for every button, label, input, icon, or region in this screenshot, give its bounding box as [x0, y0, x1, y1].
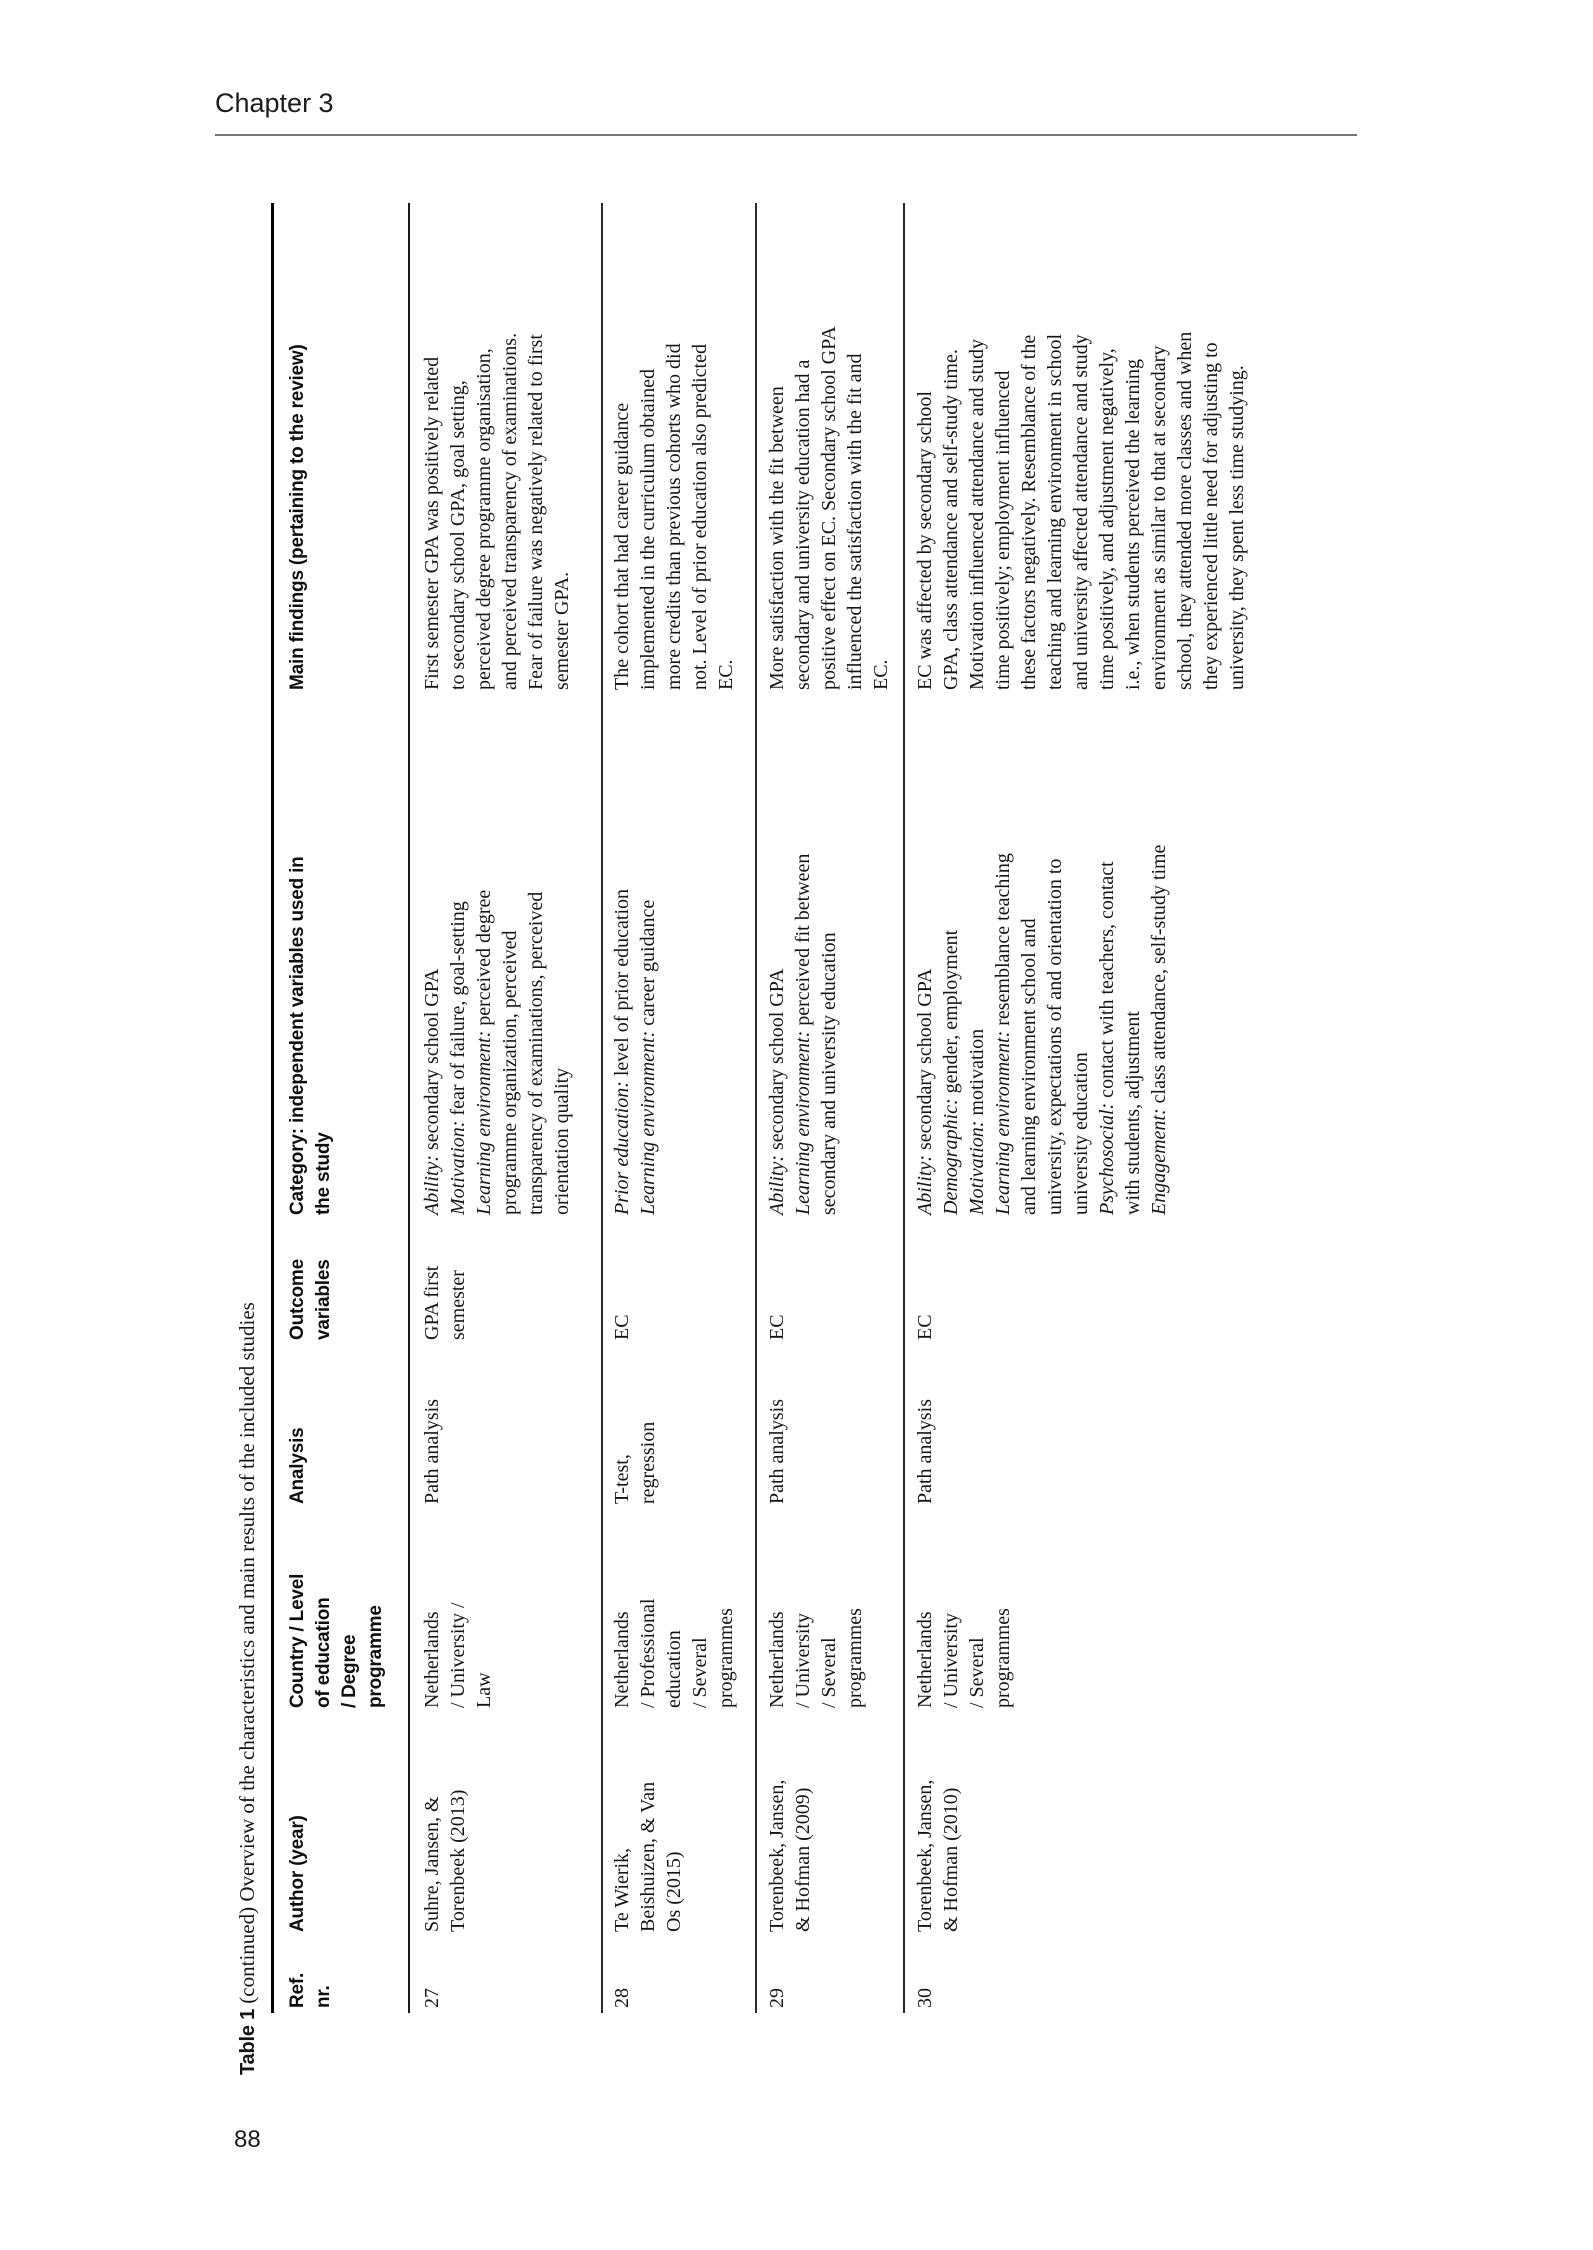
cell-ref-nr	[764, 1988, 790, 2008]
header-line: variables	[313, 1259, 334, 1340]
text-line: more credits than previous cohorts who did	[663, 343, 685, 690]
header-line: Outcome	[287, 1259, 308, 1340]
column-header-analysis	[285, 1427, 311, 1504]
cell-author	[419, 1790, 471, 1932]
text-line: Ability: secondary school GPA	[914, 968, 936, 1215]
text-line: environment as similar to that at secondary	[1148, 345, 1170, 690]
cell-author	[912, 1780, 964, 1932]
text-line: EC.	[715, 659, 737, 690]
text-line: GPA, class attendance and self-study time.	[940, 349, 962, 690]
header-line: / Degree	[339, 1634, 360, 1708]
category-term: Ability:	[421, 1155, 443, 1215]
category-term: Learning environment:	[992, 1030, 1014, 1215]
text-line: i.e., when students perceived the learning	[1122, 359, 1144, 690]
category-term: Learning environment:	[792, 1030, 814, 1215]
text-line: Te Wierik,	[611, 1847, 633, 1932]
text-line: Ability: secondary school GPA	[421, 968, 443, 1215]
category-term: Ability:	[766, 1155, 788, 1215]
text-line: & Hofman (2010)	[940, 1787, 962, 1932]
text-line: programme organization, perceived	[499, 930, 521, 1215]
text-line: Netherlands	[766, 1611, 788, 1708]
header-line: Country / Level	[287, 1573, 308, 1708]
cell-ref-nr	[419, 1988, 445, 2008]
category-term: Learning environment:	[637, 1030, 659, 1215]
cell-country-level	[764, 1608, 868, 1708]
text-line: university, expectations of and orientation to	[1044, 858, 1066, 1215]
cell-outcome-variables	[764, 1314, 790, 1340]
text-line: positive effect on EC. Secondary school GPA	[818, 326, 840, 690]
cell-author	[764, 1780, 816, 1932]
text-line: The cohort that had career guidance	[611, 402, 633, 690]
chapter-header: Chapter 3	[215, 88, 334, 118]
text-line: 27	[421, 1988, 443, 2008]
header-line: Ref.	[287, 1972, 308, 2008]
header-line: Author (year)	[287, 1815, 308, 1932]
header-line: of education	[313, 1597, 334, 1708]
text-line: EC.	[870, 659, 892, 690]
text-line: perceived degree programme organisation,	[473, 348, 495, 690]
cell-main-findings	[609, 343, 739, 690]
text-line: programmes	[715, 1608, 737, 1708]
cell-category-variables	[912, 845, 1172, 1215]
text-line: / Professional	[637, 1598, 659, 1708]
cell-outcome-variables	[419, 1266, 471, 1340]
cell-main-findings	[419, 333, 575, 690]
cell-analysis	[609, 1422, 661, 1504]
table-caption-label: Table 1	[237, 2008, 259, 2075]
text-line: time positively, and adjustment negatively,	[1096, 348, 1118, 690]
text-line: Demographic: gender, employment	[940, 929, 962, 1215]
row-separator-rule	[601, 203, 603, 2013]
cell-author	[609, 1782, 687, 1932]
rotated-table	[233, 200, 1313, 2080]
text-line: semester GPA.	[551, 571, 573, 690]
column-header-author	[285, 1815, 311, 1932]
text-line: & Hofman (2009)	[792, 1787, 814, 1932]
text-line: Suhre, Jansen, &	[421, 1796, 443, 1932]
cell-analysis	[419, 1399, 445, 1504]
text-line: Path analysis	[914, 1399, 936, 1504]
text-line: teaching and learning environment in school	[1044, 333, 1066, 690]
text-line: Netherlands	[611, 1611, 633, 1708]
text-line: school, they attended more classes and when	[1174, 331, 1196, 690]
cell-country-level	[609, 1599, 739, 1708]
text-line: / University /	[447, 1602, 469, 1708]
text-line: EC	[914, 1314, 936, 1340]
text-line: T-test,	[611, 1454, 633, 1504]
text-line: influenced the satisfaction with the fit and	[844, 353, 866, 690]
text-line: / Several	[689, 1637, 711, 1708]
column-header-outcome	[285, 1259, 337, 1340]
text-line: Learning environment: perceived degree	[473, 889, 495, 1215]
cell-category-variables	[764, 854, 842, 1215]
text-line: and perceived transparency of examinations.	[499, 332, 521, 690]
text-line: not. Level of prior education also predicted	[689, 344, 711, 690]
category-term: Prior education:	[611, 1081, 633, 1215]
cell-category-variables	[609, 889, 661, 1215]
cell-main-findings	[764, 326, 894, 690]
text-line: Learning environment: perceived fit between	[792, 853, 814, 1215]
text-line: EC was affected by secondary school	[914, 391, 936, 690]
category-term: Engagement:	[1148, 1108, 1170, 1215]
page-number: 88	[234, 2126, 261, 2153]
text-line: Fear of failure was negatively related to first	[525, 334, 547, 690]
text-line: and university affected attendance and study	[1070, 334, 1092, 690]
row-separator-rule	[755, 203, 757, 2013]
header-line: nr.	[313, 1985, 334, 2008]
text-line: Psychosocial: contact with teachers, contact	[1096, 861, 1118, 1215]
table-header-rule	[408, 203, 410, 2013]
text-line: Motivation: fear of failure, goal-setting	[447, 901, 469, 1215]
column-header-country	[285, 1574, 389, 1708]
header-line: programme	[365, 1605, 386, 1708]
header-line: Main findings (pertaining to the review)	[287, 344, 308, 690]
text-line: Path analysis	[421, 1399, 443, 1504]
row-separator-rule	[903, 203, 905, 2013]
text-line: implemented in the curriculum obtained	[637, 368, 659, 690]
text-line: university education	[1070, 1052, 1092, 1215]
text-line: programmes	[844, 1608, 866, 1708]
column-header-category	[285, 856, 337, 1215]
text-line: / University	[940, 1613, 962, 1708]
text-line: Learning environment: career guidance	[637, 899, 659, 1215]
text-line: / University	[792, 1613, 814, 1708]
text-line: orientation quality	[551, 1067, 573, 1215]
text-line: Engagement: class attendance, self-study time	[1148, 844, 1170, 1215]
header-line: the study	[313, 1132, 334, 1215]
text-line: semester	[447, 1270, 469, 1340]
text-line: Torenbeek, Jansen,	[766, 1779, 788, 1932]
text-line: to secondary school GPA, goal setting,	[447, 380, 469, 690]
text-line: university, they spent less time studying.	[1226, 365, 1248, 690]
text-line: Motivation: motivation	[966, 1028, 988, 1215]
text-line: time positively; employment influenced	[992, 370, 1014, 690]
text-line: Netherlands	[914, 1611, 936, 1708]
text-line: Prior education: level of prior education	[611, 888, 633, 1215]
text-line: / Several	[818, 1637, 840, 1708]
header-line: Analysis	[287, 1427, 308, 1504]
category-term: Demographic:	[940, 1098, 962, 1215]
text-line: Learning environment: resemblance teaching	[992, 853, 1014, 1215]
table-top-rule	[271, 203, 274, 2013]
chapter-header-rule	[215, 134, 1357, 136]
category-term: Ability:	[914, 1155, 936, 1215]
category-term: Motivation:	[447, 1120, 469, 1215]
cell-ref-nr	[912, 1988, 938, 2008]
text-line: secondary and university education	[818, 932, 840, 1215]
cell-analysis	[912, 1399, 938, 1504]
cell-category-variables	[419, 890, 575, 1215]
text-line: Beishuizen, & Van	[637, 1781, 659, 1932]
text-line: with students, adjustment	[1122, 1011, 1144, 1215]
text-line: secondary and university education had a	[792, 359, 814, 690]
column-header-ref	[285, 1973, 337, 2008]
text-line: programmes	[992, 1608, 1014, 1708]
text-line: Os (2015)	[663, 1851, 685, 1932]
text-line: EC	[766, 1314, 788, 1340]
text-line: Motivation influenced attendance and study	[966, 338, 988, 690]
text-line: Netherlands	[421, 1611, 443, 1708]
text-line: / Several	[966, 1637, 988, 1708]
text-line: these factors negatively. Resemblance of the	[1018, 334, 1040, 690]
text-line: 29	[766, 1988, 788, 2008]
category-term: Learning environment:	[473, 1030, 495, 1215]
header-line: Category: independent variables used in	[287, 856, 308, 1215]
table-caption	[235, 1302, 260, 2075]
table-caption-text: (continued) Overview of the characteristics and main results of the included studies	[235, 1302, 259, 2009]
cell-country-level	[912, 1608, 1016, 1708]
text-line: 30	[914, 1988, 936, 2008]
cell-main-findings	[912, 332, 1250, 690]
text-line: EC	[611, 1314, 633, 1340]
category-term: Motivation:	[966, 1120, 988, 1215]
cell-outcome-variables	[609, 1314, 635, 1340]
cell-country-level	[419, 1602, 497, 1708]
cell-outcome-variables	[912, 1314, 938, 1340]
text-line: First semester GPA was positively related	[421, 356, 443, 690]
text-line: transparency of examinations, perceived	[525, 891, 547, 1215]
text-line: Ability: secondary school GPA	[766, 968, 788, 1215]
text-line: education	[663, 1630, 685, 1708]
text-line: and learning environment school and	[1018, 918, 1040, 1215]
text-line: GPA first	[421, 1265, 443, 1340]
text-line: More satisfaction with the fit between	[766, 386, 788, 690]
column-header-findings	[285, 344, 311, 690]
cell-analysis	[764, 1399, 790, 1504]
cell-ref-nr	[609, 1988, 635, 2008]
text-line: Torenbeek, Jansen,	[914, 1779, 936, 1932]
category-term: Psychosocial:	[1096, 1102, 1118, 1215]
text-line: Path analysis	[766, 1399, 788, 1504]
text-line: they experienced little need for adjusting to	[1200, 342, 1222, 690]
text-line: regression	[637, 1421, 659, 1504]
text-line: 28	[611, 1988, 633, 2008]
text-line: Torenbeek (2013)	[447, 1789, 469, 1932]
text-line: Law	[473, 1672, 495, 1708]
